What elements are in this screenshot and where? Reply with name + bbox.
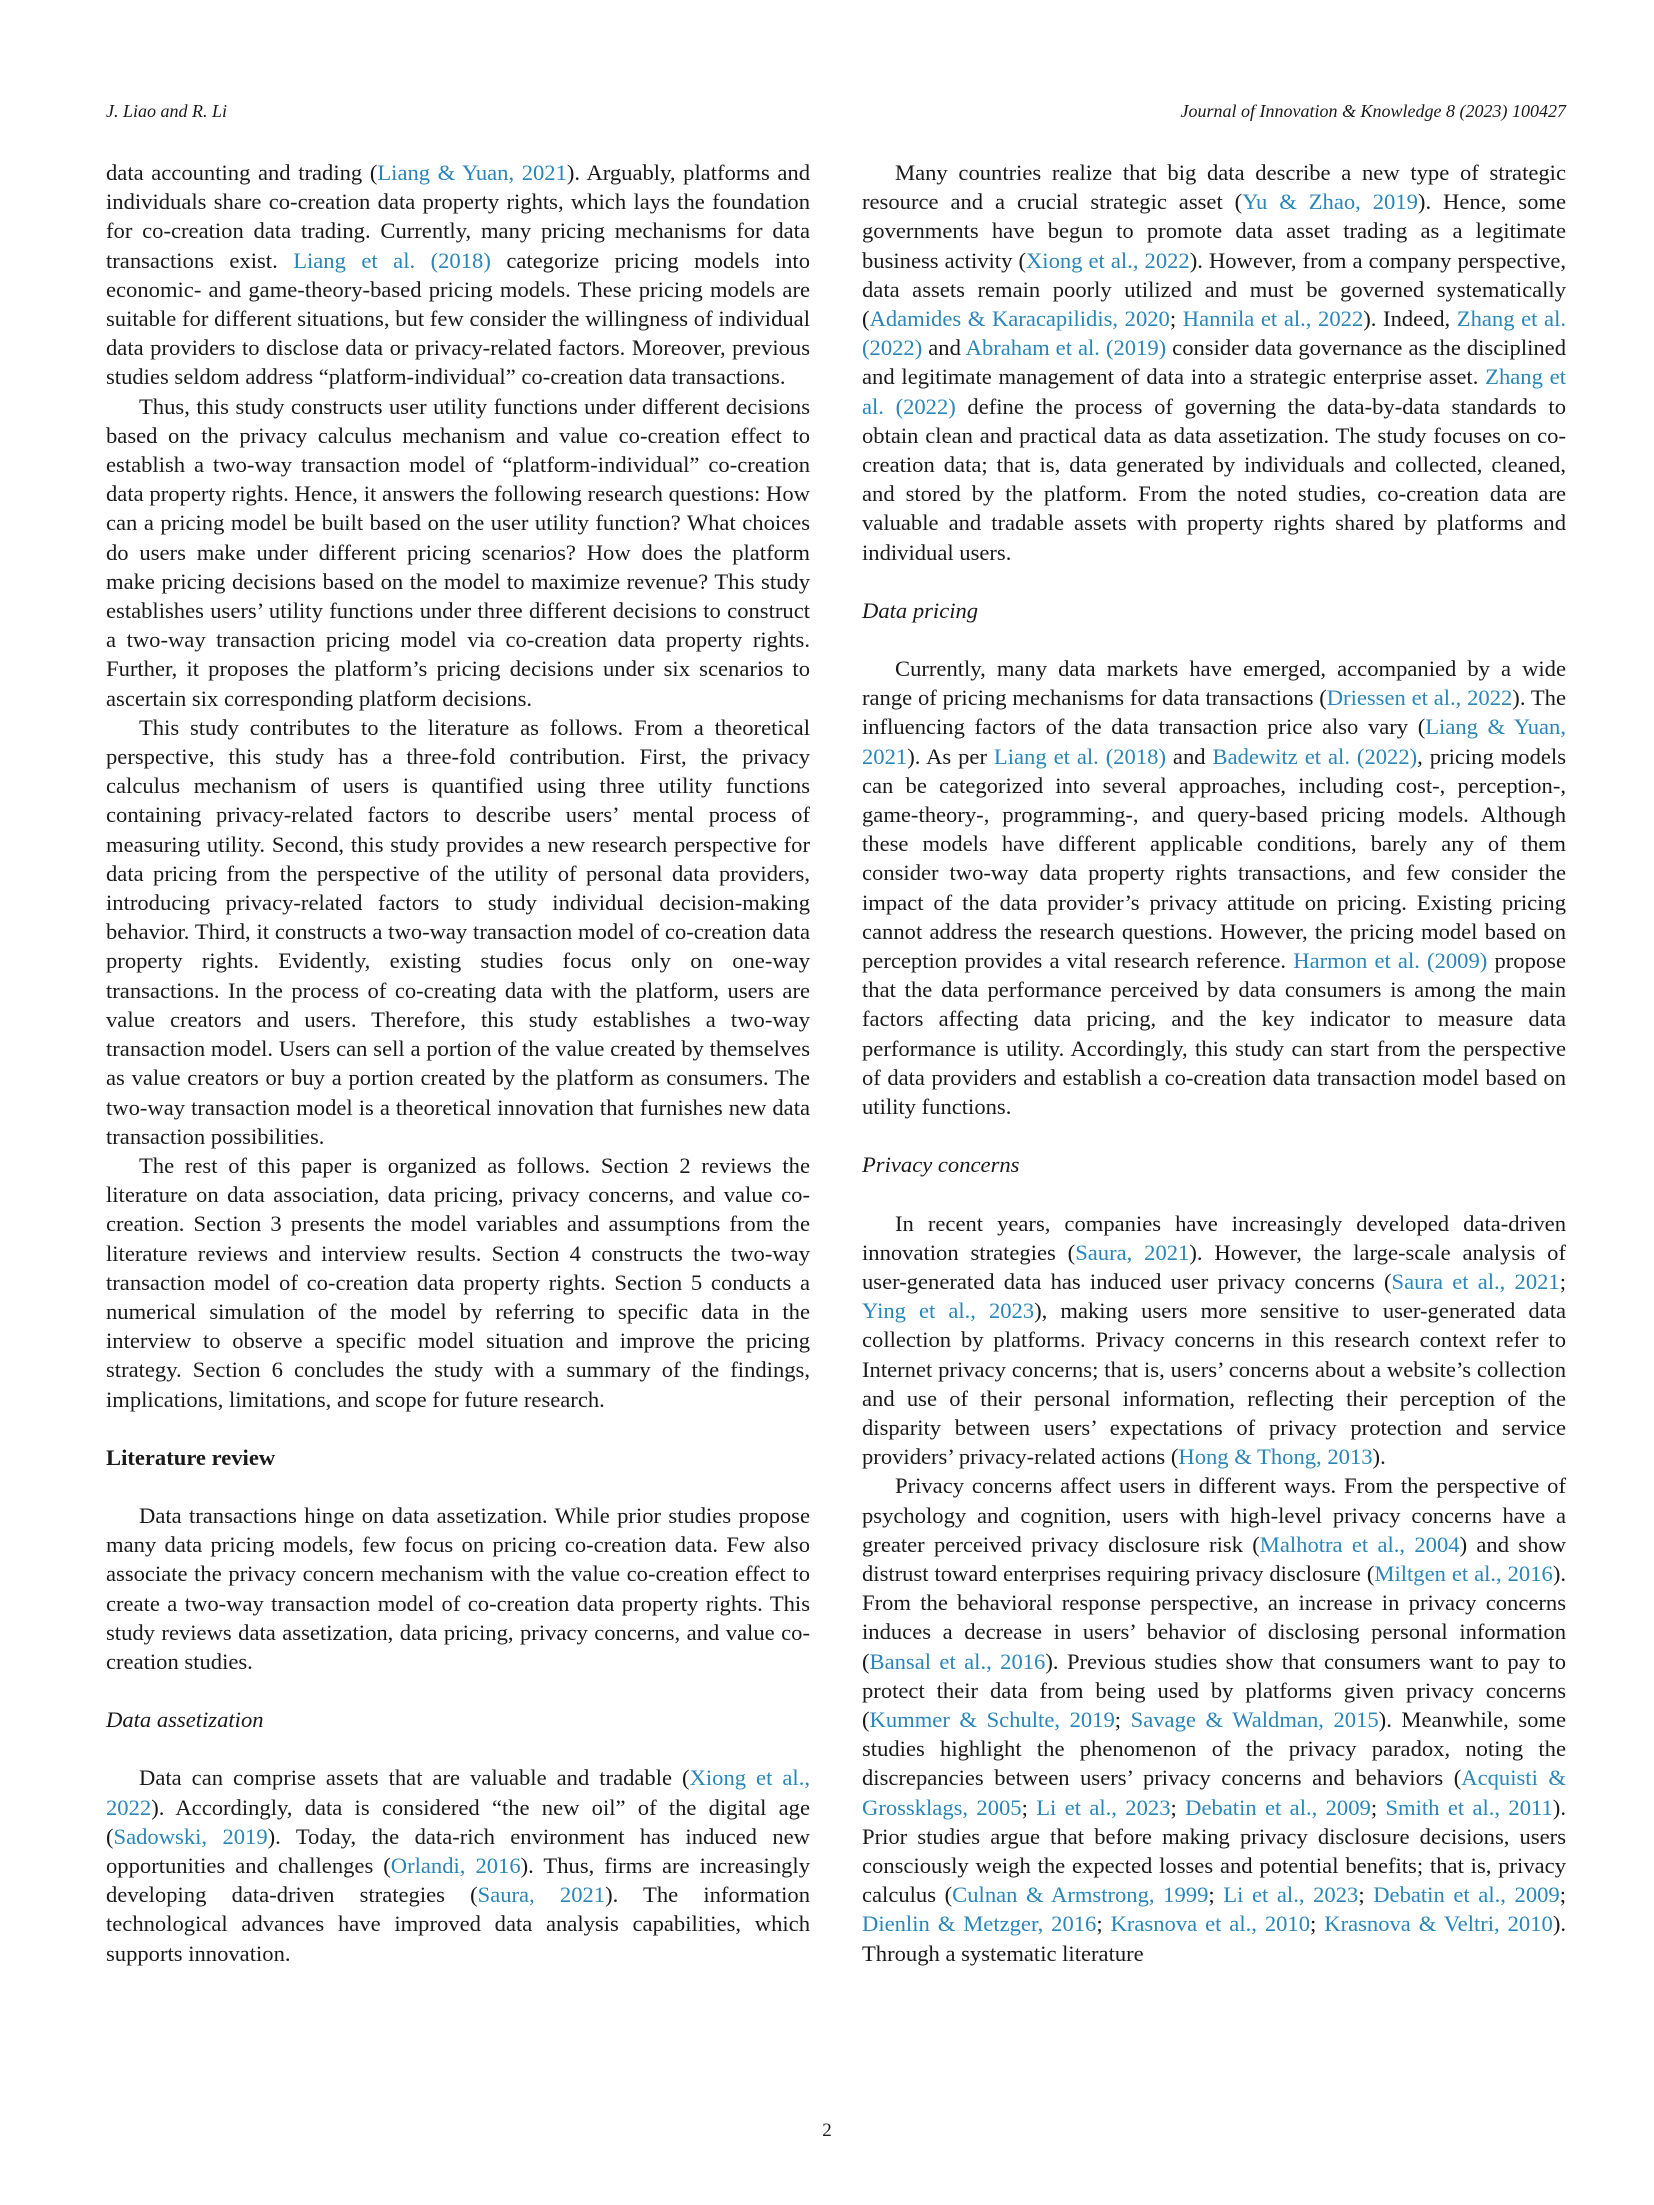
running-head-journal: Journal of Innovation & Knowledge 8 (2023) 100427 (1180, 101, 1566, 121)
text-run: ; (1370, 1794, 1386, 1820)
citation-link[interactable]: Smith et al., 2011 (1385, 1794, 1553, 1820)
citation-link[interactable]: Yu & Zhao, 2019 (1242, 189, 1418, 215)
citation-link[interactable]: Xiong et al., 2022 (106, 1765, 810, 1820)
paragraph: This study contributes to the literature as follows. From a theoretical perspective, this study has a three-fold contribution. First, the privacy calculus mechanism of users is quantified using three utility functions containing privacy-related factors to describe users’ mental process of measuring utility. Second, this study provides a new research perspective for data pricing from the perspective of the utility of personal data providers, introducing privacy-related factors to study individual decision-making behavior. Third, it constructs a two-way transaction model of co-creation data property rights. Evidently, existing studies focus only on one-way transactions. In the process of co-creating data with the platform, users are value creators and users. Therefore, this study establishes a two-way transaction model. Users can sell a portion of the value created by themselves as value creators or buy a portion created by the platform as consumers. The two-way transaction model is a theoretical innovation that furnishes new data transaction possibilities. (106, 714, 810, 1149)
text-run: propose that the data performance perceived by data consumers is among the main factors affecting data pricing, and the key indicator to measure data performance is utility. Accordingly, this study can start from the perspective of data providers and establish a co-creation data transaction model based on utility functions. (862, 948, 1566, 1120)
text-run: data accounting and trading ( (106, 160, 378, 185)
text-run: ). From the behavioral response perspective, an increase in privacy concerns induces a decrease in users’ behavior of disclosing personal information ( (862, 1560, 1566, 1674)
text-run: Privacy concerns affect users in different ways. From the perspective of psychology and cognition, users with high-level privacy concerns have a greater perceived privacy disclosure risk ( (862, 1473, 1566, 1557)
text-run: ). Today, the data-rich environment has induced new opportunities and challenges ( (106, 1823, 810, 1878)
right-column (862, 158, 1566, 1968)
text-run: define the process of governing the data-by-data standards to obtain clean and practical data as data assetization. The study focuses on co-creation data; that is, data generated by individuals and collected, cleaned, and stored by the platform. From the noted studies, co-creation data are valuable and tradable assets with property rights shared by platforms and individual users. (862, 393, 1566, 565)
citation-link[interactable]: Zhang et al. (2022) (862, 364, 1566, 419)
paragraph (862, 654, 1566, 1121)
paragraph (862, 1471, 1566, 1967)
citation-link[interactable]: Liang & Yuan, 2021 (377, 160, 567, 185)
subsection-heading: Data pricing (862, 597, 979, 623)
text-run: Many countries realize that big data describe a new type of strategic resource and a crucial strategic asset ( (862, 160, 1566, 215)
citation-link[interactable]: Liang et al. (2018) (993, 743, 1166, 769)
text-run: ). Indeed, (1363, 306, 1457, 332)
text-run: ). However, from a company perspective, data assets remain poorly utilized and must be governed systematically ( (862, 247, 1566, 332)
subsection-heading: Data assetization (106, 1707, 264, 1733)
citation-link[interactable]: Krasnova & Veltri, 2010 (1324, 1911, 1553, 1937)
text-run: ; (1170, 1794, 1186, 1820)
citation-link[interactable]: Harmon et al. (2009) (1293, 948, 1488, 974)
citation-link[interactable]: Debatin et al., 2009 (1185, 1794, 1371, 1820)
text-run: ; (1021, 1794, 1037, 1820)
citation-link[interactable]: Saura, 2021 (1075, 1239, 1190, 1265)
citation-link[interactable]: Dienlin & Metzger, 2016 (862, 1911, 1097, 1937)
citation-link[interactable]: Saura, 2021 (477, 1882, 606, 1908)
citation-link[interactable]: Badewitz et al. (2022) (1212, 743, 1418, 769)
paragraph (862, 158, 1566, 567)
text-run: ). (1372, 1444, 1386, 1470)
text-run: ; (1096, 1911, 1111, 1937)
citation-link[interactable]: Driessen et al., 2022 (1326, 685, 1513, 711)
paragraph (862, 1209, 1566, 1472)
citation-link[interactable]: Savage & Waldman, 2015 (1130, 1706, 1379, 1732)
citation-link[interactable]: Bansal et al., 2016 (869, 1648, 1046, 1674)
citation-link[interactable]: Xiong et al., 2022 (1025, 247, 1190, 273)
paragraph: Thus, this study constructs user utility functions under different decisions based on the privacy calculus mechanism and value co-creation effect to establish a two-way transaction model of “platform-individual” co-creation data property rights. Hence, it answers the following research questions: How can a pricing model be built based on the user utility function? What choices do users make under different pricing scenarios? How does the platform make pricing decisions based on the model to maximize revenue? This study establishes users’ utility functions under three different decisions to construct a two-way transaction pricing model via co-creation data property rights. Further, it proposes the platform’s pricing decisions under six scenarios to ascertain six corresponding platform decisions. (106, 393, 810, 711)
citation-link[interactable]: Culnan & Armstrong, 1999 (952, 1882, 1209, 1908)
text-run: ). Accordingly, data is considered “the new oil” of the digital age ( (106, 1794, 810, 1849)
text-run: ; (1310, 1911, 1325, 1937)
citation-link[interactable]: Miltgen et al., 2016 (1374, 1560, 1553, 1586)
paragraph (106, 158, 810, 392)
citation-link[interactable]: Malhotra et al., 2004 (1259, 1531, 1460, 1557)
citation-link[interactable]: Ying et al., 2023 (862, 1298, 1035, 1324)
text-run: categorize pricing models into economic- and game-theory-based pricing models. These pricing models are suitable for different situations, but few consider the willingness of individual data providers to disclose data or privacy-related factors. Moreover, previous studies seldom address “platform-individual” co-creation data transactions. (106, 247, 810, 390)
text-run: ; (1559, 1268, 1567, 1294)
text-run: consider data governance as the disciplined and legitimate management of data into a strategic enterprise asset. (862, 335, 1566, 390)
page-number: 2 (822, 2120, 832, 2141)
text-run: In recent years, companies have increasingly developed data-driven innovation strategies ( (862, 1210, 1566, 1265)
text-run: ; (1114, 1706, 1131, 1732)
text-run: ). However, the large-scale analysis of user-generated data has induced user privacy concerns ( (862, 1239, 1566, 1294)
text-run: ; (1559, 1882, 1566, 1908)
text-run: ; (1169, 306, 1183, 332)
text-run: ). Hence, some governments have begun to promote data asset trading as a legitimate business activity ( (862, 189, 1566, 273)
citation-link[interactable]: Liang & Yuan, 2021 (862, 714, 1566, 769)
text-run: and (922, 335, 966, 361)
text-run: ). Arguably, platforms and individuals share co-creation data property rights, which lays the foundation for co-creation data trading. Currently, many pricing mechanisms for data transactions exist. (106, 160, 810, 273)
text-run: Data can comprise assets that are valuable and tradable ( (139, 1765, 690, 1791)
citation-link[interactable]: Li et al., 2023 (1036, 1794, 1171, 1820)
citation-link[interactable]: Saura et al., 2021 (1391, 1268, 1560, 1294)
citation-link[interactable]: Hannila et al., 2022 (1182, 306, 1364, 332)
text-run: ). The influencing factors of the data transaction price also vary ( (862, 685, 1566, 740)
citation-link[interactable]: Acquisti & Grossklags, 2005 (862, 1765, 1566, 1820)
text-run: ), making users more sensitive to user-generated data collection by platforms. Privacy concerns in this research context refer to Internet privacy concerns; that is, users’ concerns about a website’s collection and use of their personal information, reflecting their perception of the disparity between users’ expectations of privacy protection and service providers’ privacy-related actions ( (862, 1298, 1566, 1470)
running-head-authors: J. Liao and R. Li (106, 101, 228, 121)
paragraph: Data transactions hinge on data assetization. While prior studies propose many data pricing models, few focus on pricing co-creation data. Few also associate the privacy concern mechanism with the value co-creation effect to create a two-way transaction model of co-creation data property rights. This study reviews data assetization, data pricing, privacy concerns, and value co-creation studies. (106, 1502, 810, 1674)
citation-link[interactable]: Sadowski, 2019 (113, 1823, 268, 1849)
text-run: ). Through a systematic literature (862, 1911, 1566, 1966)
text-run: , pricing models can be categorized into several approaches, including cost-, perception-, game-theory-, programming-, and query-based pricing models. Although these models have different applicable conditions, barely any of them consider two-way data property rights transactions, and few consider the impact of the data provider’s privacy attitude on pricing. Existing pricing cannot address the research questions. However, the pricing model based on perception provides a vital research reference. (862, 743, 1566, 974)
text-run: ) and show distrust toward enterprises requiring privacy disclosure ( (862, 1531, 1566, 1586)
citation-link[interactable]: Debatin et al., 2009 (1373, 1882, 1560, 1908)
citation-link[interactable]: Adamides & Karacapilidis, 2020 (869, 306, 1170, 332)
subsection-heading: Privacy concerns (862, 1152, 1020, 1178)
citation-link[interactable]: Hong & Thong, 2013 (1178, 1444, 1373, 1470)
citation-link[interactable]: Liang et al. (2018) (293, 247, 491, 273)
text-run: ). Previous studies show that consumers want to pay to protect their data from being used by platforms given privacy concerns ( (862, 1648, 1566, 1732)
citation-link[interactable]: Orlandi, 2016 (390, 1852, 521, 1878)
text-run: ). The information technological advances have improved data analysis capabilities, which supports innovation. (106, 1882, 810, 1966)
text-run: ; (1358, 1882, 1374, 1908)
citation-link[interactable]: Krasnova et al., 2010 (1110, 1911, 1311, 1937)
text-run: ; (1208, 1882, 1224, 1908)
citation-link[interactable]: Kummer & Schulte, 2019 (869, 1706, 1115, 1732)
left-column (106, 158, 810, 1968)
text-run: ). Prior studies argue that before making privacy disclosure decisions, users consciously weigh the expected losses and potential benefits; that is, privacy calculus ( (862, 1794, 1566, 1908)
section-heading: Literature review (106, 1444, 276, 1470)
text-run: ). Meanwhile, some studies highlight the phenomenon of the privacy paradox, noting the discrepancies between users’ privacy concerns and behaviors ( (862, 1706, 1566, 1791)
citation-link[interactable]: Abraham et al. (2019) (965, 335, 1167, 361)
paragraph (106, 1763, 810, 1967)
text-run: and (1165, 743, 1213, 769)
text-run: Currently, many data markets have emerged, accompanied by a wide range of pricing mechanisms for data transactions ( (862, 656, 1566, 711)
citation-link[interactable]: Zhang et al. (2022) (862, 306, 1566, 361)
paragraph: The rest of this paper is organized as follows. Section 2 reviews the literature on data association, data pricing, privacy concerns, and value co-creation. Section 3 presents the model variables and assumptions from the literature reviews and interview results. Section 4 constructs the two-way transaction model of co-creation data property rights. Section 5 conducts a numerical simulation of the model by referring to specific data in the interview to observe a specific model situation and improve the pricing strategy. Section 6 concludes the study with a summary of the findings, implications, limitations, and scope for future research. (106, 1152, 810, 1412)
citation-link[interactable]: Li et al., 2023 (1223, 1882, 1359, 1908)
text-run: ). Thus, firms are increasingly developing data-driven strategies ( (106, 1852, 810, 1908)
text-run: ). As per (907, 743, 994, 769)
